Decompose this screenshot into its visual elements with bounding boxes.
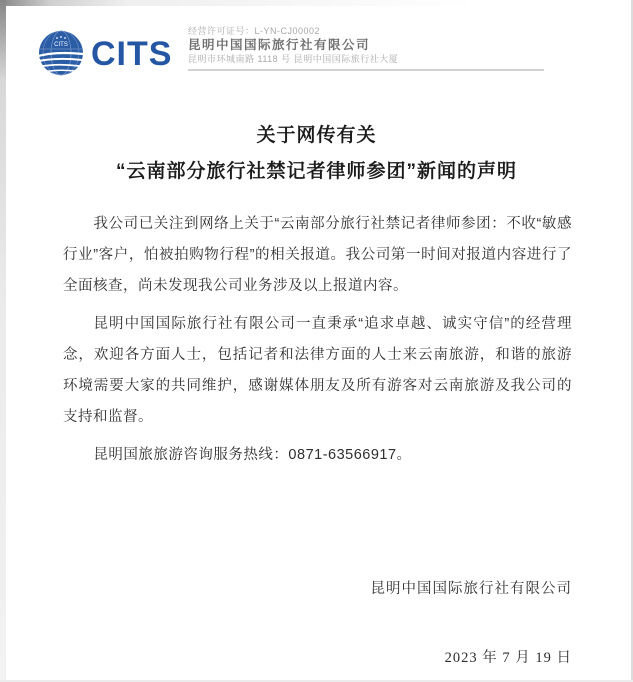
paragraph-report-noticed: 我公司已关注到网络上关于“云南部分旅行社禁记者律师参团：不收“敏感行业”客户，怕被拍购物行程”的相关报道。我公司第一时间对报道内容进行了全面核查，尚未发现我公司业务涉及以上报道内容。 [63,216,572,294]
statement-body [63,209,572,478]
paragraph-hotline: 昆明国旅旅游咨询服务热线：0871-63566917。 [93,447,412,463]
signature-company: 昆明中国国际旅行社有限公司 [370,581,572,597]
cits-logo [33,27,183,79]
statement-title-line2: “云南部分旅行社禁记者律师参团”新闻的声明 [115,161,517,182]
license-number: 经营许可证号：L-YN-CJ00002 [188,26,321,36]
letterhead-address: 昆明市环城南路 1118 号 昆明中国国际旅行社大厦 [188,54,399,64]
statement-title [0,118,633,190]
letterhead [188,26,544,71]
svg-text:CITS: CITS [54,42,68,48]
statement-title-line1: 关于网传有关 [256,125,377,146]
cits-wordmark: CITS [91,35,173,73]
paragraph-company-values: 昆明中国国际旅行社有限公司一直秉承“追求卓越、诚实守信”的经营理念，欢迎各方面人士，包括记者和法律方面的人士来云南旅游，和谐的旅游环境需要大家的共同维护，感谢媒体朋友及所有游客对云南旅游及我公司的支持和监督。 [63,316,572,425]
letterhead-company-name: 昆明中国国际旅行社有限公司 [188,38,371,52]
cits-globe-icon [33,27,183,79]
photo-edge-top [0,0,633,6]
signature-date: 2023 年 7 月 19 日 [444,650,572,666]
